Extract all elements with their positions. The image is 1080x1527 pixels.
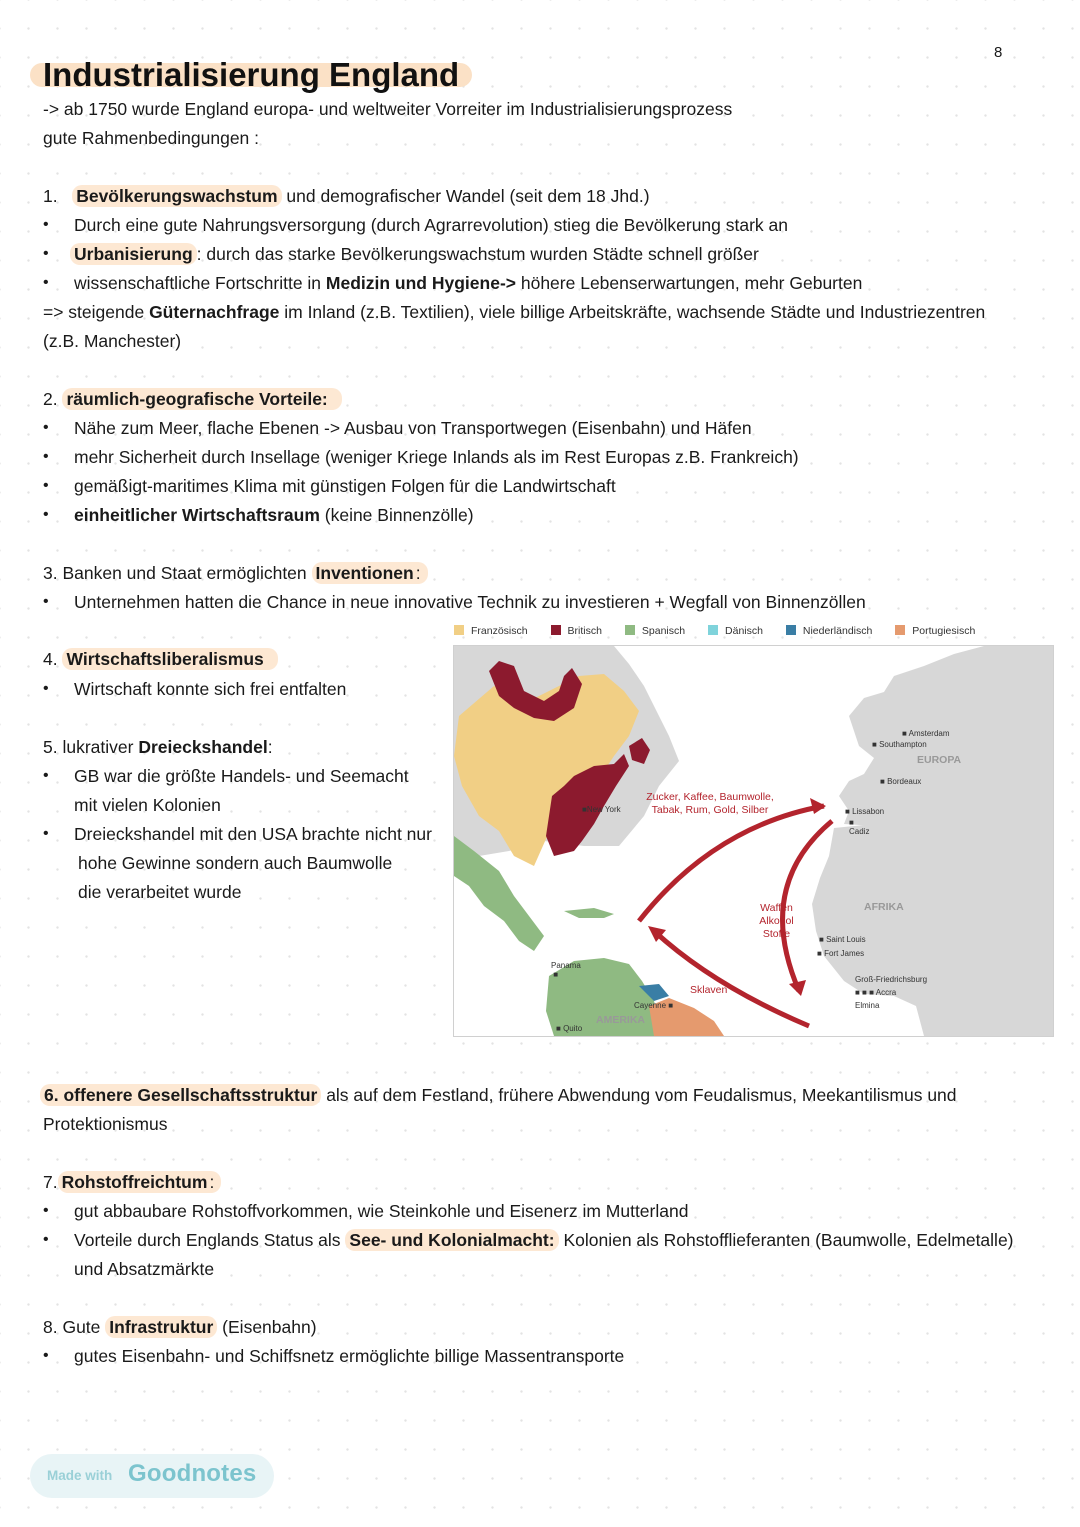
city-accra: ■ ■ ■ Accra <box>855 988 897 997</box>
section-5-bullet-2-line-1: Dreieckshandel mit den USA brachte nicht nur <box>74 824 432 844</box>
legend-item <box>786 625 872 637</box>
legend-swatch <box>786 625 796 635</box>
legend-swatch <box>454 625 464 635</box>
bullet-icon: • <box>43 216 49 233</box>
section-6-keyword <box>40 1084 321 1106</box>
section-2-bullet-1: Nähe zum Meer, flache Ebenen -> Ausbau von Transportwegen (Eisenbahn) und Häfen <box>74 418 752 438</box>
section-1-heading <box>43 186 650 206</box>
city-label: Accra <box>875 988 897 997</box>
city-label: Fort James <box>824 949 865 958</box>
section-8-post: (Eisenbahn) <box>217 1317 317 1337</box>
region-label-amerika: AMERIKA <box>596 1014 645 1026</box>
city-label: Cayenne <box>634 1001 667 1010</box>
section-6-number: 6. <box>44 1085 59 1105</box>
city-cayenne: Cayenne ■ <box>634 1001 674 1010</box>
bullet-icon: • <box>43 448 49 465</box>
legend-label: Niederländisch <box>802 625 873 637</box>
section-5-heading <box>43 737 273 757</box>
section-3-pre: 3. Banken und Staat ermöglichten <box>43 563 312 583</box>
section-7-bullet-1: gut abbaubare Rohstoffvorkommen, wie Steinkohle und Eisenerz im Mutterland <box>74 1201 689 1221</box>
section-3-post: : <box>415 563 421 583</box>
city-label: Bordeaux <box>887 777 922 786</box>
section-6-heading <box>40 1085 957 1105</box>
legend-item <box>551 625 602 637</box>
bullet-icon: • <box>43 1231 49 1248</box>
city-fort-james: ■ Fort James <box>817 949 865 958</box>
section-1-heading-rest: und demografischer Wandel (seit dem 18 Jhd.) <box>281 186 650 206</box>
city-lissabon: ■ Lissabon <box>845 807 885 816</box>
page-number: 8 <box>994 44 1003 61</box>
section-2-bullet-4-rest: (keine Binnenzölle) <box>319 505 474 525</box>
section-7-pre: 7. <box>43 1172 58 1192</box>
intro-line-2: gute Rahmenbedingungen : <box>43 128 260 148</box>
section-1-bullet-2-rest: : durch das starke Bevölkerungswachstum wurden Städte schnell größer <box>196 244 759 264</box>
legend-swatch <box>895 625 905 635</box>
slaves-label: Sklaven <box>690 984 728 996</box>
wirtschaftsliberalismus-keyword: Wirtschaftsliberalismus <box>62 648 277 670</box>
section-1-bullet-2 <box>70 244 759 264</box>
section-5-bullet-2-line-2: hohe Gewinne sondern auch Baumwolle <box>78 853 393 873</box>
legend-label: Britisch <box>567 625 602 637</box>
wirtschaftsraum-keyword: einheitlicher Wirtschaftsraum <box>74 505 320 525</box>
section-2-heading <box>43 389 342 409</box>
intro-line-1: -> ab 1750 wurde England europa- und weltweiter Vorreiter im Industrialisierungsprozess <box>43 99 733 119</box>
section-1-bullet-3-post: höhere Lebenserwartungen, mehr Geburten <box>516 273 863 293</box>
city-label: Saint Louis <box>826 935 866 944</box>
legend-swatch <box>708 625 718 635</box>
section-4-heading <box>43 649 278 669</box>
region-label-europa: EUROPA <box>917 754 962 766</box>
city-amsterdam: ■ Amsterdam <box>902 729 950 738</box>
section-8-pre: 8. Gute <box>43 1317 106 1337</box>
africa-landmass <box>812 824 1053 1036</box>
section-1-result-pre: => steigende <box>43 302 150 322</box>
dreieckshandel-keyword: Dreieckshandel <box>138 737 268 757</box>
trade-arrow-head <box>810 798 826 814</box>
urbanisierung-keyword: Urbanisierung <box>70 243 197 265</box>
bullet-icon: • <box>43 245 49 262</box>
legend-swatch <box>625 625 635 635</box>
section-2-bullet-3: gemäßigt-maritimes Klima mit günstigen Folgen für die Landwirtschaft <box>74 476 616 496</box>
bullet-icon: • <box>43 767 49 784</box>
city-elmina: Elmina <box>855 1001 880 1010</box>
bullet-icon: • <box>43 274 49 291</box>
city-panama: Panama ■ <box>551 961 581 979</box>
city-cadiz: ■ Cadiz <box>849 818 870 836</box>
section-2-number: 2. <box>43 389 58 409</box>
trade-arrow-head <box>789 980 806 996</box>
section-1-result <box>43 302 985 322</box>
rohstoffreichtum-keyword: Rohstoffreichtum <box>58 1171 222 1193</box>
section-8-bullet-1: gutes Eisenbahn- und Schiffsnetz ermöglichte billige Massentransporte <box>74 1346 625 1366</box>
city-quito: ■ Quito <box>556 1024 583 1033</box>
section-3-bullet-1: Unternehmen hatten die Chance in neue innovative Technik zu investieren + Wegfall von Binnenzöllen <box>74 592 866 612</box>
legend-swatch <box>551 625 561 635</box>
section-8-heading <box>43 1317 317 1337</box>
city-label: New York <box>586 805 621 814</box>
city-gross-friedrichsburg: Groß-Friedrichsburg <box>855 975 928 984</box>
section-6-rest: als auf dem Festland, frühere Abwendung vom Feudalismus, Meekantilismus und <box>321 1085 957 1105</box>
medizin-keyword: Medizin und Hygiene-> <box>325 273 516 293</box>
section-2-bullet-2: mehr Sicherheit durch Insellage (weniger Kriege Inlands als im Rest Europas z.B. Frankreich) <box>74 447 799 467</box>
section-7-heading <box>43 1172 214 1192</box>
goods-to-europe-label <box>640 791 780 817</box>
section-7-bullet-2-post: Kolonien als Rohstofflieferanten (Baumwolle, Edelmetalle) <box>558 1230 1014 1250</box>
page-title: Industrialisierung England <box>43 56 460 93</box>
legend-label: Spanisch <box>641 625 686 637</box>
legend-item <box>625 625 685 637</box>
map-svg <box>454 646 1053 1036</box>
section-1-bullet-3-pre: wissenschaftliche Fortschritte in <box>74 273 326 293</box>
section-7-bullet-2-pre: Vorteile durch Englands Status als <box>74 1230 346 1250</box>
bullet-icon: • <box>43 680 49 697</box>
section-5-pre: 5. lukrativer <box>43 737 139 757</box>
city-label: Lissabon <box>852 807 885 816</box>
city-label: Panama <box>551 961 581 970</box>
section-7-bullet-2 <box>74 1230 1014 1250</box>
map-legend <box>454 625 995 637</box>
goods-top-line-1: Zucker, Kaffee, Baumwolle, <box>646 791 774 803</box>
section-5-post: : <box>267 737 273 757</box>
made-with-label: Made with <box>47 1468 113 1483</box>
goods-mid-line-1: Waffen <box>760 902 793 914</box>
section-2-keyword: räumlich-geografische Vorteile: <box>62 388 341 410</box>
section-7-post: : <box>209 1172 215 1192</box>
bullet-icon: • <box>43 1347 49 1364</box>
city-southampton: ■ Southampton <box>872 740 927 749</box>
section-5-bullet-1-line-1: GB war die größte Handels- und Seemacht <box>74 766 409 786</box>
city-label: Quito <box>563 1024 583 1033</box>
section-1-bullet-1: Durch eine gute Nahrungsversorgung (durch Agrarrevolution) stieg die Bevölkerung stark an <box>74 215 789 235</box>
section-5-bullet-2-line-3: die verarbeitet wurde <box>78 882 242 902</box>
section-1-number: 1. <box>43 186 58 206</box>
bullet-icon: • <box>43 506 49 523</box>
triangular-trade-map <box>453 645 1054 1037</box>
section-1-result-post: im Inland (z.B. Textilien), viele billige Arbeitskräfte, wachsende Städte und Industriezentren <box>279 302 986 322</box>
bullet-icon: • <box>43 1202 49 1219</box>
infrastruktur-keyword: Infrastruktur <box>105 1316 217 1338</box>
section-1-keyword: Bevölkerungswachstum <box>72 185 281 207</box>
bullet-icon: • <box>43 419 49 436</box>
section-1-bullet-3 <box>74 273 862 293</box>
bullet-icon: • <box>43 593 49 610</box>
goods-mid-line-3: Stoffe <box>762 928 791 940</box>
section-6-line-2: Protektionismus <box>43 1114 168 1134</box>
inventionen-keyword: Inventionen <box>312 562 428 584</box>
section-5-bullet-1-line-2: mit vielen Kolonien <box>74 795 221 815</box>
section-2-bullet-4 <box>74 505 474 525</box>
section-4-number: 4. <box>43 649 58 669</box>
legend-label: Dänisch <box>725 625 763 637</box>
city-label: Southampton <box>879 740 927 749</box>
gueternachfrage-keyword: Güternachfrage <box>149 302 280 322</box>
goods-to-africa-label <box>754 902 799 941</box>
bullet-icon: • <box>43 825 49 842</box>
legend-item <box>708 625 763 637</box>
legend-label: Französisch <box>471 625 528 637</box>
goods-mid-line-2: Alkohol <box>759 915 794 927</box>
goods-top-line-2: Tabak, Rum, Gold, Silber <box>651 804 769 816</box>
section-1-result-line-2: (z.B. Manchester) <box>43 331 182 351</box>
goodnotes-logo: Goodnotes <box>128 1460 257 1487</box>
bullet-icon: • <box>43 477 49 494</box>
city-label: Amsterdam <box>908 729 950 738</box>
caribbean-islands <box>564 908 614 918</box>
city-bordeaux: ■ Bordeaux <box>880 777 922 786</box>
kolonialmacht-keyword: See- und Kolonialmacht: <box>345 1229 558 1251</box>
gesellschaftsstruktur-keyword: offenere Gesellschaftsstruktur <box>63 1085 318 1105</box>
legend-item <box>454 625 528 637</box>
legend-item <box>895 625 975 637</box>
section-7-bullet-2-line-2: und Absatzmärkte <box>74 1259 215 1279</box>
city-saint-louis: ■ Saint Louis <box>819 935 866 944</box>
section-4-bullet-1: Wirtschaft konnte sich frei entfalten <box>74 679 347 699</box>
section-3-heading <box>43 563 421 583</box>
region-label-afrika: AFRIKA <box>864 901 904 913</box>
city-new-york: ■New York <box>582 805 621 814</box>
legend-label: Portugiesisch <box>912 625 976 637</box>
city-label: Cadiz <box>849 827 870 836</box>
